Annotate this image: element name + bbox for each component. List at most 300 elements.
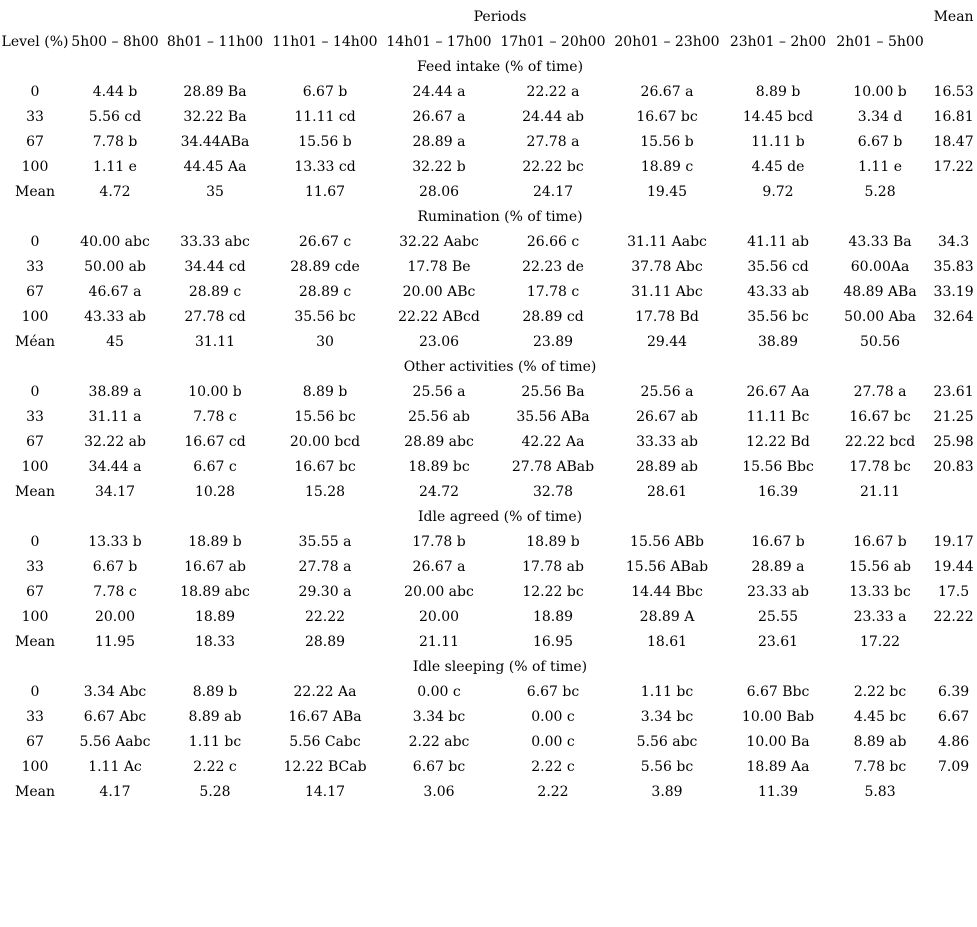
row-mean-cell: 19.44 xyxy=(933,559,974,575)
row-mean-cell: 19.17 xyxy=(933,534,974,550)
section-title-spacer xyxy=(930,55,977,80)
value-cell: 22.22 Aa xyxy=(293,684,357,700)
value-cell: 16.67 cd xyxy=(184,434,246,450)
value-cell: 21.11 xyxy=(859,484,901,500)
level-cell: 67 xyxy=(26,584,44,600)
table-row xyxy=(0,380,977,405)
value-cell: 15.56 ab xyxy=(849,559,911,575)
value-cell: 2.22 bc xyxy=(853,684,907,700)
value-cell: 32.22 b xyxy=(412,159,466,175)
level-header: Level (%) xyxy=(1,34,69,50)
value-cell: 16.95 xyxy=(532,634,574,650)
value-cell: 14.45 bcd xyxy=(742,109,814,125)
value-cell: 15.56 bc xyxy=(294,409,356,425)
value-cell: 5.56 abc xyxy=(636,734,698,750)
value-cell: 27.78 a xyxy=(526,134,580,150)
value-cell: 46.67 a xyxy=(88,284,142,300)
section-title-spacer xyxy=(0,205,70,230)
mean-header: Mean xyxy=(933,9,974,25)
value-cell: 60.00Aa xyxy=(850,259,910,275)
value-cell: 6.67 bc xyxy=(412,759,466,775)
row-mean-cell xyxy=(930,330,977,355)
value-cell: 32.22 Aabc xyxy=(399,234,479,250)
value-cell: 11.95 xyxy=(94,634,136,650)
value-cell: 28.89 cde xyxy=(290,259,360,275)
section-title-spacer xyxy=(0,355,70,380)
periods-header: Periods xyxy=(473,9,527,25)
value-cell: 8.89 ab xyxy=(853,734,907,750)
value-cell: 50.56 xyxy=(859,334,901,350)
value-cell: 43.33 ab xyxy=(747,284,809,300)
level-cell: 0 xyxy=(30,84,40,100)
value-cell: 19.45 xyxy=(646,184,688,200)
value-cell: 31.11 xyxy=(194,334,236,350)
value-cell: 3.34 Abc xyxy=(83,684,147,700)
value-cell: 28.61 xyxy=(646,484,688,500)
level-cell: 100 xyxy=(21,459,49,475)
value-cell: 32.22 ab xyxy=(84,434,146,450)
row-mean-cell: 6.39 xyxy=(937,684,970,700)
value-cell: 32.78 xyxy=(532,484,574,500)
value-cell: 2.22 c xyxy=(193,759,237,775)
value-cell: 35.56 cd xyxy=(747,259,809,275)
table-row xyxy=(0,480,977,505)
value-cell: 2.22 abc xyxy=(408,734,470,750)
value-cell: 28.89 cd xyxy=(522,309,584,325)
table-row xyxy=(0,430,977,455)
value-cell: 4.45 bc xyxy=(853,709,907,725)
value-cell: 10.00 Ba xyxy=(746,734,810,750)
row-mean-cell xyxy=(930,180,977,205)
value-cell: 37.78 Abc xyxy=(631,259,703,275)
section-title-row xyxy=(0,55,977,80)
header-row-period-labels xyxy=(0,30,977,55)
table-row xyxy=(0,705,977,730)
row-mean-cell: 23.61 xyxy=(933,384,974,400)
value-cell: 2.22 c xyxy=(531,759,575,775)
table-row xyxy=(0,630,977,655)
value-cell: 28.89 ab xyxy=(636,459,698,475)
value-cell: 35.56 bc xyxy=(747,309,809,325)
level-cell: 67 xyxy=(26,284,44,300)
value-cell: 5.28 xyxy=(199,784,231,800)
row-mean-cell: 17.22 xyxy=(933,159,974,175)
level-cell: 0 xyxy=(30,534,40,550)
value-cell: 3.89 xyxy=(651,784,683,800)
value-cell: 8.89 b xyxy=(755,84,801,100)
value-cell: 35.56 bc xyxy=(294,309,356,325)
value-cell: 12.22 bc xyxy=(522,584,584,600)
section-title-spacer xyxy=(930,355,977,380)
value-cell: 28.89 a xyxy=(751,559,805,575)
row-mean-cell: 6.67 xyxy=(937,709,970,725)
table-row xyxy=(0,730,977,755)
value-cell: 41.11 ab xyxy=(747,234,809,250)
table-body xyxy=(0,55,977,805)
section-title-spacer xyxy=(930,655,977,680)
value-cell: 34.17 xyxy=(94,484,136,500)
level-cell: 0 xyxy=(30,384,40,400)
value-cell: 11.11 Bc xyxy=(746,409,810,425)
value-cell: 17.78 ab xyxy=(522,559,584,575)
value-cell: 23.33 ab xyxy=(747,584,809,600)
value-cell: 4.45 de xyxy=(751,159,805,175)
section-title: Feed intake (% of time) xyxy=(417,59,584,75)
value-cell: 5.56 bc xyxy=(640,759,694,775)
value-cell: 17.78 b xyxy=(412,534,466,550)
value-cell: 11.11 cd xyxy=(294,109,356,125)
level-cell: 33 xyxy=(26,259,44,275)
row-mean-cell: 4.86 xyxy=(937,734,970,750)
level-cell: 100 xyxy=(21,309,49,325)
table-row xyxy=(0,455,977,480)
value-cell: 1.11 bc xyxy=(640,684,694,700)
value-cell: 22.22 bc xyxy=(522,159,584,175)
value-cell: 28.89 c xyxy=(188,284,242,300)
activity-periods-table xyxy=(0,5,977,805)
value-cell: 15.56 Bbc xyxy=(742,459,814,475)
row-mean-cell xyxy=(930,780,977,805)
row-mean-cell: 34.3 xyxy=(937,234,970,250)
value-cell: 5.28 xyxy=(864,184,896,200)
value-cell: 16.67 b xyxy=(751,534,805,550)
level-cell: 67 xyxy=(26,134,44,150)
value-cell: 5.56 Cabc xyxy=(289,734,361,750)
section-title-spacer xyxy=(0,505,70,530)
value-cell: 27.78 cd xyxy=(184,309,246,325)
value-cell: 15.56 ABab xyxy=(625,559,709,575)
header-blank-cell xyxy=(0,5,70,30)
value-cell: 15.56 b xyxy=(298,134,352,150)
value-cell: 38.89 a xyxy=(88,384,142,400)
level-cell: 67 xyxy=(26,734,44,750)
value-cell: 5.83 xyxy=(864,784,896,800)
row-mean-cell: 16.81 xyxy=(933,109,974,125)
value-cell: 28.89 xyxy=(304,634,346,650)
value-cell: 17.22 xyxy=(859,634,901,650)
value-cell: 7.78 c xyxy=(193,409,237,425)
row-mean-cell: 22.22 xyxy=(933,609,974,625)
value-cell: 16.67 ab xyxy=(184,559,246,575)
row-mean-cell: 33.19 xyxy=(933,284,974,300)
period-header-cell: 20h01 – 23h00 xyxy=(614,34,720,50)
table-row xyxy=(0,130,977,155)
value-cell: 31.11 Abc xyxy=(631,284,703,300)
value-cell: 3.34 bc xyxy=(412,709,466,725)
value-cell: 23.06 xyxy=(418,334,460,350)
value-cell: 22.23 de xyxy=(522,259,584,275)
value-cell: 44.45 Aa xyxy=(183,159,247,175)
period-header-cell: 5h00 – 8h00 xyxy=(71,34,159,50)
value-cell: 11.67 xyxy=(304,184,346,200)
table-row xyxy=(0,530,977,555)
results-table-container xyxy=(0,5,977,805)
value-cell: 31.11 a xyxy=(88,409,142,425)
value-cell: 16.67 bc xyxy=(849,409,911,425)
section-title: Idle sleeping (% of time) xyxy=(412,659,588,675)
value-cell: 24.72 xyxy=(418,484,460,500)
level-cell: 0 xyxy=(30,684,40,700)
level-cell: 33 xyxy=(26,559,44,575)
value-cell: 42.22 Aa xyxy=(521,434,585,450)
value-cell: 27.78 ABab xyxy=(511,459,595,475)
value-cell: 23.61 xyxy=(757,634,799,650)
value-cell: 20.00 abc xyxy=(404,584,474,600)
value-cell: 18.33 xyxy=(194,634,236,650)
table-row xyxy=(0,330,977,355)
value-cell: 45 xyxy=(106,334,124,350)
value-cell: 18.89 bc xyxy=(408,459,470,475)
row-mean-cell: 32.64 xyxy=(933,309,974,325)
level-cell: Méan xyxy=(15,334,55,350)
value-cell: 11.39 xyxy=(757,784,799,800)
period-header-cell: 17h01 – 20h00 xyxy=(500,34,606,50)
value-cell: 4.17 xyxy=(99,784,131,800)
value-cell: 43.33 ab xyxy=(84,309,146,325)
value-cell: 25.55 xyxy=(757,609,799,625)
value-cell: 5.56 Aabc xyxy=(79,734,151,750)
value-cell: 10.28 xyxy=(194,484,236,500)
value-cell: 8.89 b xyxy=(302,384,348,400)
section-title-row xyxy=(0,505,977,530)
level-cell: 100 xyxy=(21,159,49,175)
value-cell: 6.67 c xyxy=(193,459,237,475)
table-row xyxy=(0,305,977,330)
value-cell: 6.67 bc xyxy=(526,684,580,700)
value-cell: 6.67 Bbc xyxy=(746,684,810,700)
value-cell: 18.89 abc xyxy=(180,584,250,600)
value-cell: 34.44 a xyxy=(88,459,142,475)
value-cell: 27.78 a xyxy=(298,559,352,575)
value-cell: 0.00 c xyxy=(531,734,575,750)
level-cell: 33 xyxy=(26,709,44,725)
value-cell: 16.67 b xyxy=(853,534,907,550)
table-row xyxy=(0,680,977,705)
value-cell: 35.56 ABa xyxy=(516,409,590,425)
value-cell: 8.89 ab xyxy=(188,709,242,725)
value-cell: 18.89 xyxy=(194,609,236,625)
level-cell: Mean xyxy=(15,634,55,650)
value-cell: 6.67 Abc xyxy=(83,709,147,725)
period-header-cell: 14h01 – 17h00 xyxy=(386,34,492,50)
value-cell: 15.56 b xyxy=(640,134,694,150)
value-cell: 18.89 b xyxy=(188,534,242,550)
level-cell: 67 xyxy=(26,434,44,450)
value-cell: 10.00 Bab xyxy=(741,709,815,725)
value-cell: 6.67 b xyxy=(857,134,903,150)
value-cell: 20.00 xyxy=(94,609,136,625)
table-row xyxy=(0,605,977,630)
table-row xyxy=(0,555,977,580)
value-cell: 17.78 Be xyxy=(407,259,471,275)
value-cell: 34.44ABa xyxy=(180,134,250,150)
value-cell: 32.22 Ba xyxy=(183,109,247,125)
level-cell: 33 xyxy=(26,409,44,425)
value-cell: 48.89 ABa xyxy=(843,284,917,300)
value-cell: 7.78 c xyxy=(93,584,137,600)
value-cell: 28.06 xyxy=(418,184,460,200)
level-cell: Mean xyxy=(15,784,55,800)
value-cell: 25.56 a xyxy=(412,384,466,400)
value-cell: 13.33 bc xyxy=(849,584,911,600)
value-cell: 29.30 a xyxy=(298,584,352,600)
value-cell: 5.56 cd xyxy=(88,109,142,125)
value-cell: 10.00 b xyxy=(853,84,907,100)
value-cell: 35.55 a xyxy=(298,534,352,550)
value-cell: 40.00 abc xyxy=(80,234,150,250)
value-cell: 3.06 xyxy=(423,784,455,800)
table-row xyxy=(0,105,977,130)
period-header-cell: 23h01 – 2h00 xyxy=(729,34,827,50)
value-cell: 33.33 ab xyxy=(636,434,698,450)
value-cell: 15.56 ABb xyxy=(630,534,704,550)
value-cell: 26.67 Aa xyxy=(746,384,810,400)
value-cell: 26.67 ab xyxy=(636,409,698,425)
value-cell: 8.89 b xyxy=(192,684,238,700)
section-title-spacer xyxy=(930,205,977,230)
value-cell: 28.89 Ba xyxy=(183,84,247,100)
value-cell: 43.33 Ba xyxy=(848,234,912,250)
value-cell: 20.00 bcd xyxy=(289,434,361,450)
value-cell: 17.78 bc xyxy=(849,459,911,475)
value-cell: 1.11 e xyxy=(93,159,137,175)
section-title: Other activities (% of time) xyxy=(403,359,597,375)
period-header-cell: 2h01 – 5h00 xyxy=(836,34,924,50)
table-row xyxy=(0,230,977,255)
value-cell: 50.00 Aba xyxy=(844,309,917,325)
value-cell: 25.56 a xyxy=(640,384,694,400)
row-mean-cell: 18.47 xyxy=(933,134,974,150)
value-cell: 20.00 xyxy=(418,609,460,625)
value-cell: 4.72 xyxy=(99,184,131,200)
value-cell: 1.11 e xyxy=(858,159,902,175)
value-cell: 26.67 a xyxy=(640,84,694,100)
period-header-cell: 11h01 – 14h00 xyxy=(272,34,378,50)
value-cell: 15.28 xyxy=(304,484,346,500)
value-cell: 26.67 c xyxy=(298,234,352,250)
section-title-spacer xyxy=(0,55,70,80)
level-cell: Mean xyxy=(15,484,55,500)
table-row xyxy=(0,580,977,605)
table-row xyxy=(0,155,977,180)
table-row xyxy=(0,280,977,305)
value-cell: 18.89 c xyxy=(640,159,694,175)
mean-header-spacer xyxy=(930,30,977,55)
value-cell: 26.66 c xyxy=(526,234,580,250)
value-cell: 18.89 Aa xyxy=(746,759,810,775)
value-cell: 2.22 xyxy=(537,784,569,800)
value-cell: 17.78 Bd xyxy=(635,309,699,325)
value-cell: 28.89 abc xyxy=(404,434,474,450)
value-cell: 10.00 b xyxy=(188,384,242,400)
section-title-spacer xyxy=(0,655,70,680)
value-cell: 12.22 BCab xyxy=(283,759,367,775)
value-cell: 12.22 Bd xyxy=(746,434,810,450)
value-cell: 27.78 a xyxy=(853,384,907,400)
value-cell: 21.11 xyxy=(418,634,460,650)
value-cell: 35 xyxy=(206,184,224,200)
header-row-periods xyxy=(0,5,977,30)
row-mean-cell: 17.5 xyxy=(937,584,970,600)
table-row xyxy=(0,405,977,430)
section-title-row xyxy=(0,355,977,380)
value-cell: 18.61 xyxy=(646,634,688,650)
level-cell: Mean xyxy=(15,184,55,200)
value-cell: 18.89 xyxy=(532,609,574,625)
value-cell: 31.11 Aabc xyxy=(627,234,707,250)
table-row xyxy=(0,780,977,805)
value-cell: 33.33 abc xyxy=(180,234,250,250)
row-mean-cell: 35.83 xyxy=(933,259,974,275)
value-cell: 28.89 A xyxy=(639,609,695,625)
value-cell: 3.34 bc xyxy=(640,709,694,725)
value-cell: 24.17 xyxy=(532,184,574,200)
period-header-cell: 8h01 – 11h00 xyxy=(166,34,264,50)
value-cell: 50.00 ab xyxy=(84,259,146,275)
section-title: Rumination (% of time) xyxy=(417,209,583,225)
table-row xyxy=(0,80,977,105)
value-cell: 14.44 Bbc xyxy=(631,584,703,600)
value-cell: 34.44 cd xyxy=(184,259,246,275)
value-cell: 26.67 a xyxy=(412,559,466,575)
value-cell: 24.44 a xyxy=(412,84,466,100)
value-cell: 16.67 bc xyxy=(636,109,698,125)
table-header xyxy=(0,5,977,55)
value-cell: 25.56 ab xyxy=(408,409,470,425)
value-cell: 16.39 xyxy=(757,484,799,500)
row-mean-cell: 20.83 xyxy=(933,459,974,475)
value-cell: 14.17 xyxy=(304,784,346,800)
value-cell: 38.89 xyxy=(757,334,799,350)
table-row xyxy=(0,180,977,205)
value-cell: 13.33 b xyxy=(88,534,142,550)
value-cell: 0.00 c xyxy=(531,709,575,725)
section-title: Idle agreed (% of time) xyxy=(417,509,583,525)
value-cell: 7.78 b xyxy=(92,134,138,150)
value-cell: 20.00 ABc xyxy=(402,284,476,300)
level-cell: 33 xyxy=(26,109,44,125)
value-cell: 1.11 Ac xyxy=(88,759,142,775)
value-cell: 28.89 a xyxy=(412,134,466,150)
value-cell: 22.22 bcd xyxy=(844,434,916,450)
value-cell: 23.89 xyxy=(532,334,574,350)
row-mean-cell: 16.53 xyxy=(933,84,974,100)
value-cell: 22.22 xyxy=(304,609,346,625)
value-cell: 24.44 ab xyxy=(522,109,584,125)
level-cell: 100 xyxy=(21,759,49,775)
value-cell: 13.33 cd xyxy=(294,159,356,175)
row-mean-cell: 7.09 xyxy=(937,759,970,775)
value-cell: 30 xyxy=(316,334,334,350)
row-mean-cell: 21.25 xyxy=(933,409,974,425)
section-title-row xyxy=(0,655,977,680)
value-cell: 29.44 xyxy=(646,334,688,350)
value-cell: 4.44 b xyxy=(92,84,138,100)
table-row xyxy=(0,755,977,780)
section-title-spacer xyxy=(930,505,977,530)
value-cell: 9.72 xyxy=(762,184,794,200)
row-mean-cell: 25.98 xyxy=(933,434,974,450)
value-cell: 18.89 b xyxy=(526,534,580,550)
section-title-row xyxy=(0,205,977,230)
table-row xyxy=(0,255,977,280)
row-mean-cell xyxy=(930,630,977,655)
value-cell: 6.67 b xyxy=(302,84,348,100)
row-mean-cell xyxy=(930,480,977,505)
value-cell: 17.78 c xyxy=(526,284,580,300)
value-cell: 7.78 bc xyxy=(853,759,907,775)
value-cell: 3.34 d xyxy=(857,109,903,125)
